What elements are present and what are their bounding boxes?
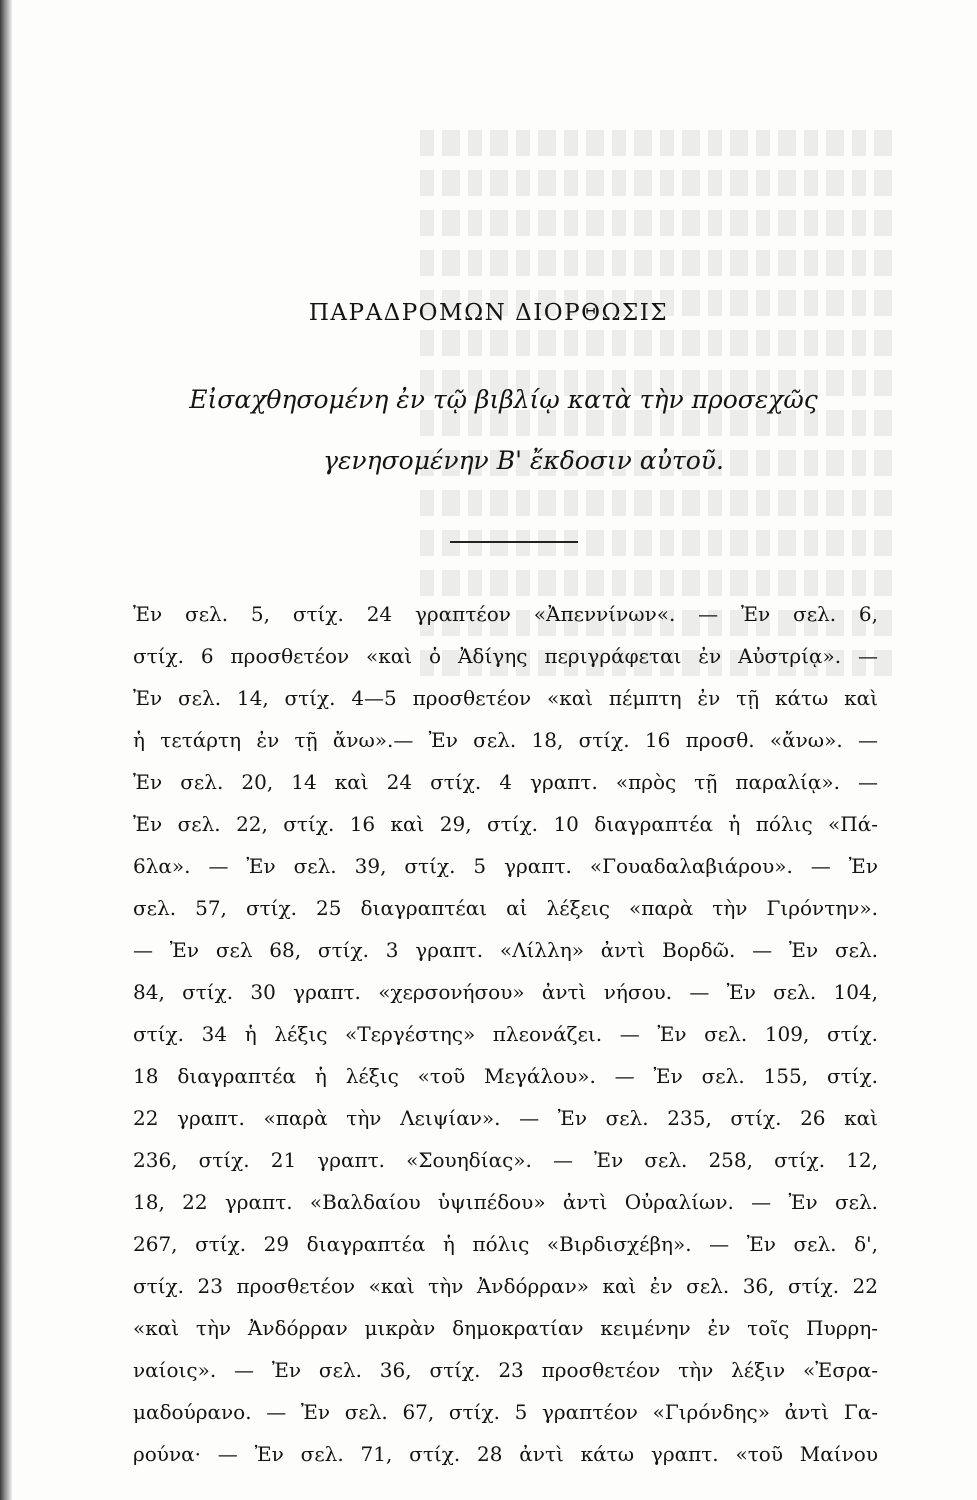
text-line: 6λα». — Ἐν σελ. 39, στίχ. 5 γραπτ. «Γουαδαλαβιάρου». — Ἐν <box>133 854 878 878</box>
text-line: Ἐν σελ. 5, στίχ. 24 γραπτέον «Ἀπεννίνων«. — Ἐν σελ. 6, <box>133 602 878 626</box>
text-line: «καὶ τὴν Ἀνδόρραν μικρὰν δημοκρατίαν κειμένην ἐν τοῖς Πυρρη- <box>133 1316 878 1340</box>
page-title: ΠΑΡΑΔΡΟΜΩΝ ΔΙΟΡΘΩΣΙΣ <box>308 300 669 326</box>
text-line: 22 γραπτ. «παρὰ τὴν Λειψίαν». — Ἐν σελ. 235, στίχ. 26 καὶ <box>133 1106 878 1130</box>
divider-rule <box>450 541 578 543</box>
text-line: 267, στίχ. 29 διαγραπτέα ἡ πόλις «Βιρδισχέβη». — Ἐν σελ. δ', <box>133 1232 878 1256</box>
text-line: στίχ. 23 προσθετέον «καὶ τὴν Ἀνδόρραν» καὶ ἐν σελ. 36, στίχ. 22 <box>133 1274 878 1298</box>
text-line: ἡ τετάρτη ἐν τῇ ἄνω».— Ἐν σελ. 18, στίχ. 16 προσθ. «ἄνω». — <box>133 728 878 752</box>
text-line: στίχ. 34 ἡ λέξις «Τεργέστης» πλεονάζει. — Ἐν σελ. 109, στίχ. <box>133 1022 878 1046</box>
text-line: Ἐν σελ. 14, στίχ. 4—5 προσθετέον «καὶ πέμπτη ἐν τῇ κάτω καὶ <box>133 686 878 710</box>
text-line: 84, στίχ. 30 γραπτ. «χερσονήσου» ἀντὶ νήσου. — Ἐν σελ. 104, <box>133 980 878 1004</box>
text-line: Ἐν σελ. 22, στίχ. 16 καὶ 29, στίχ. 10 διαγραπτέα ἡ πόλις «Πά- <box>133 812 878 836</box>
text-line: — Ἐν σελ 68, στίχ. 3 γραπτ. «Λίλλη» ἀντὶ Βορδῶ. — Ἐν σελ. <box>133 938 878 962</box>
text-line: 18 διαγραπτέα ἡ λέξις «τοῦ Μεγάλου». — Ἐν σελ. 155, στίχ. <box>133 1064 878 1088</box>
text-line: ναίοις». — Ἐν σελ. 36, στίχ. 23 προσθετέον τὴν λέξιν «Ἐσρα- <box>133 1358 878 1382</box>
text-line: μαδούρανο. — Ἐν σελ. 67, στίχ. 5 γραπτέον «Γιρόνδης» ἀντὶ Γα- <box>133 1400 878 1424</box>
text-line: στίχ. 6 προσθετέον «καὶ ὁ Ἀδίγης περιγράφεται ἐν Αὐστρίᾳ». — <box>133 644 878 668</box>
text-line: Ἐν σελ. 20, 14 καὶ 24 στίχ. 4 γραπτ. «πρὸς τῇ παραλίᾳ». — <box>133 770 878 794</box>
page-binding-edge <box>0 0 12 1500</box>
errata-text <box>133 593 878 1475</box>
subtitle-line-2: γενησομένην Β' ἔκδοσιν αὐτοῦ. <box>323 446 724 475</box>
text-line: 236, στίχ. 21 γραπτ. «Σουηδίας». — Ἐν σελ. 258, στίχ. 12, <box>133 1148 878 1172</box>
text-line: ρούνα· — Ἐν σελ. 71, στίχ. 28 ἀντὶ κάτω γραπτ. «τοῦ Μαίνου <box>133 1442 878 1466</box>
text-line: 18, 22 γραπτ. «Βαλδαίου ὑψιπέδου» ἀντὶ Οὐραλίων. — Ἐν σελ. <box>133 1190 878 1214</box>
text-line: σελ. 57, στίχ. 25 διαγραπτέαι αἱ λέξεις «παρὰ τὴν Γιρόντην». <box>133 896 878 920</box>
subtitle-line-1: Εἰσαχθησομένη ἐν τῷ βιβλίῳ κατὰ τὴν προσεχῶς <box>189 385 818 414</box>
